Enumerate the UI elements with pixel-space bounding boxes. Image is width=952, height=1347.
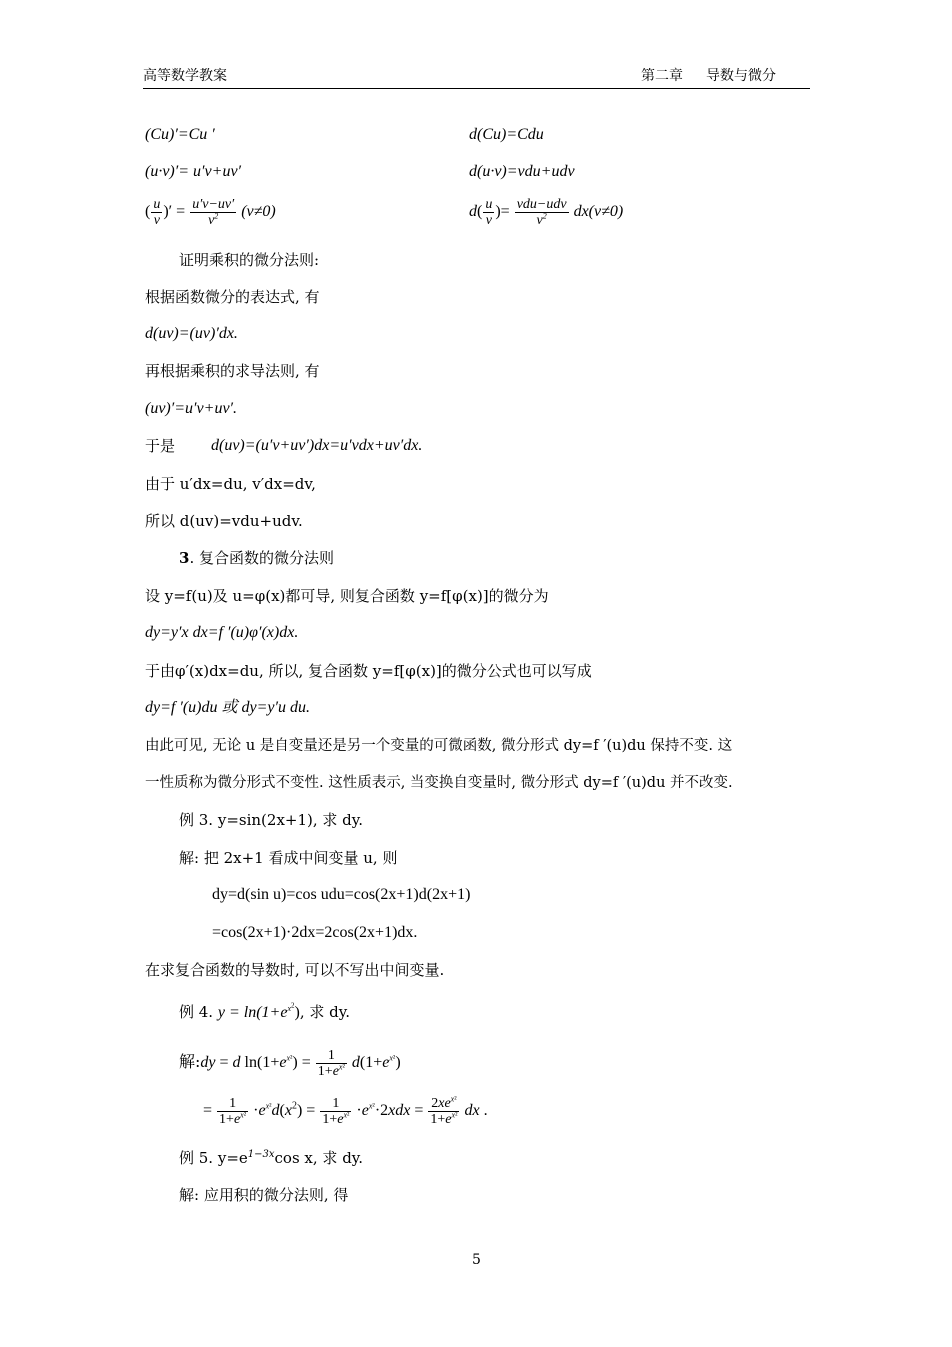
example-3-solution: 解: 把 2x+1 看成中间变量 u, 则 <box>179 849 398 867</box>
body-line: 根据函数微分的表达式, 有 <box>145 288 320 306</box>
header-section: 导数与微分 <box>706 68 776 84</box>
example-4-solution-line-2: = $\frac{1}{1+e^{x^2}}$ $\cdot e^{x^2}d(x^2)$ = $\frac{1}{1+e^{x^2}}$ $\cdot e^{x^2}\cdot 2xdx$ = $\frac{2xe^{x^2}}{1+e^{x^2}}$ dx . <box>203 1094 488 1127</box>
rule-constant-derivative: (Cu)′=Cu ′ <box>145 126 215 143</box>
rule-product-differential: d(u·v)=vdu+udv <box>469 163 575 180</box>
section-heading: 3. 复合函数的微分法则 <box>179 549 334 567</box>
formula-line: d(uv)=(u′v+uv′)dx=u′vdx+uv′dx. <box>211 437 423 454</box>
example-3: 例 3. y=sin(2x+1), 求 dy. <box>179 811 364 829</box>
formula-line: (uv)′=u′v+uv′. <box>145 400 238 417</box>
example-5-solution: 解: 应用积的微分法则, 得 <box>179 1186 349 1204</box>
rule-quotient-derivative: ( $\frac{u}{v}$ )′ = $\frac{u'v-uv'}{v^2}$ (v≠0) <box>145 196 276 228</box>
example-5: 例 5. $y=e^{1-3x}\cos$ x, 求 dy. <box>179 1149 364 1167</box>
body-line: 再根据乘积的求导法则, 有 <box>145 362 320 380</box>
rule-quotient-differential: d( $\frac{u}{v}$ )= $\frac{\text{vdu−udv}}{v^2}$ dx(v≠0) <box>469 196 624 228</box>
body-line: 设 y=f(u)及 u=φ(x)都可导, 则复合函数 y=f[φ(x)]的微分为 <box>145 587 549 605</box>
formula-line: dy=y′x dx=f ′(u)φ′(x)dx. <box>145 624 299 641</box>
body-line: 由于 u′dx=du, v′dx=dv, <box>145 475 316 493</box>
proof-title: 证明乘积的微分法则: <box>179 251 320 269</box>
formula-line: d(uv)=(uv)′dx. <box>145 325 238 342</box>
page-number: 5 <box>472 1252 481 1268</box>
formula-line: dy=f ′(u)du 或 dy=y′u du. <box>145 699 311 716</box>
body-line: 于由φ′(x)dx=du, 所以, 复合函数 y=f[φ(x)]的微分公式也可以写成 <box>145 662 592 680</box>
body-line: 一性质称为微分形式不变性. 这性质表示, 当变换自变量时, 微分形式 dy=f ′(u)du 并不改变. <box>145 775 733 791</box>
header-title: 高等数学教案 <box>143 68 227 84</box>
body-line: 在求复合函数的导数时, 可以不写出中间变量. <box>145 961 445 979</box>
formula-line: dy=d(sin u)=cos udu=cos(2x+1)d(2x+1) <box>212 886 471 903</box>
rule-constant-differential: d(Cu)=Cdu <box>469 126 544 143</box>
example-4-solution-line-1: 解:dy = d $\ln(1+e^{x^2})$ = $\frac{1}{1+e^{x^2}}$ $d(1+e^{x^2})$ <box>179 1047 401 1079</box>
header-chapter: 第二章 <box>641 68 683 84</box>
example-4: 例 4. $y = \ln(1+e^{x^2})$, 求 dy. <box>179 1001 351 1021</box>
rule-product-derivative: (u·v)′= u′v+uv′ <box>145 163 242 180</box>
header-rule <box>143 88 810 89</box>
body-line: 所以 d(uv)=vdu+udv. <box>145 512 303 530</box>
body-line: 由此可见, 无论 u 是自变量还是另一个变量的可微函数, 微分形式 dy=f ′(u)du 保持不变. 这 <box>145 738 733 754</box>
formula-line: =cos(2x+1)·2dx=2cos(2x+1)dx. <box>212 924 418 941</box>
body-line: 于是 <box>145 437 176 455</box>
